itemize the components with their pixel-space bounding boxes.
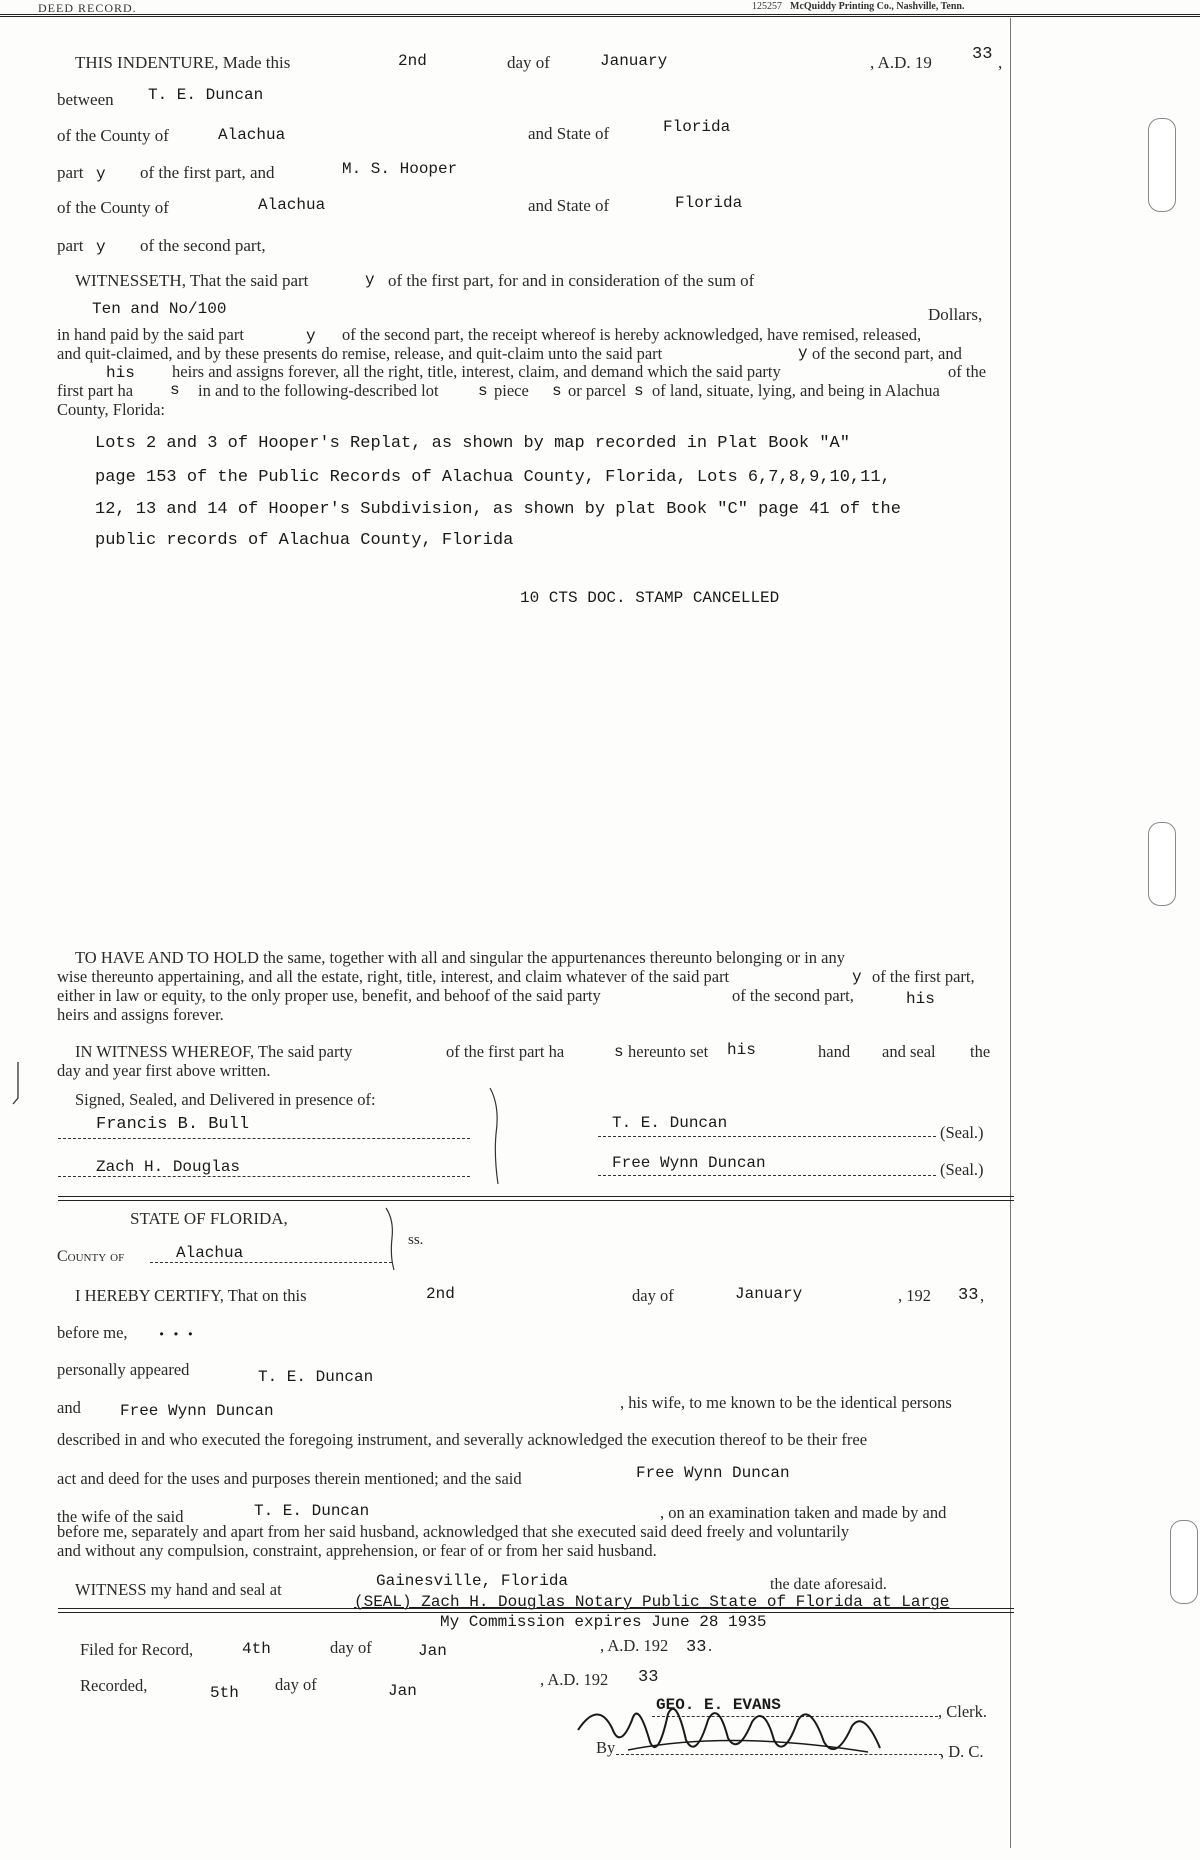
recorded-month: Jan (388, 1682, 417, 1700)
wife-name: Free Wynn Duncan (120, 1402, 274, 1420)
county-label: County of (57, 1248, 125, 1265)
indenture-ad: , A.D. 19 (870, 53, 932, 72)
habendum-line3-b: of the second part, (732, 986, 854, 1005)
appeared-label: personally appeared (57, 1360, 190, 1379)
witnesseth-line3-y: y (306, 327, 316, 345)
clerk-name: GEO. E. EVANS (656, 1696, 781, 1714)
act-deed-text: act and deed for the uses and purposes therein mentioned; and the said (57, 1469, 522, 1488)
grantor-county: Alachua (218, 126, 286, 144)
in-witness-c: hereunto set (628, 1042, 709, 1061)
seal-label-1: (Seal.) (940, 1123, 984, 1142)
header-rule (0, 0, 1200, 17)
witnesseth-line6-s4: s (634, 382, 644, 400)
form-number: 125257 (752, 1, 782, 12)
in-witness-e: and seal (882, 1042, 936, 1061)
by-label: By (596, 1738, 616, 1757)
signer-line-1 (598, 1136, 936, 1137)
stamp-note: 10 CTS DOC. STAMP CANCELLED (520, 589, 780, 607)
first-part-label: of the first part, and (140, 163, 275, 182)
legal-description-line: Lots 2 and 3 of Hooper's Replat, as shown by map recorded in Plat Book "A" (95, 434, 850, 453)
grantor-name: T. E. Duncan (148, 86, 264, 104)
consideration-sum: Ten and No/100 (92, 300, 227, 318)
first-party-y: y (96, 165, 106, 183)
witnesseth-line6-c: piece (494, 381, 529, 400)
witnesseth-line6-s3: s (552, 382, 562, 400)
wife-text: , his wife, to me known to be the identical persons (620, 1393, 952, 1412)
legal-description-line: public records of Alachua County, Florida (95, 531, 514, 550)
witnesseth-line6-d: or parcel (568, 381, 627, 400)
right-margin-line (1010, 18, 1011, 1848)
signature-brace-icon (486, 1086, 506, 1186)
grantee-name: M. S. Hooper (342, 160, 458, 178)
in-witness-line2: day and year first above written. (57, 1061, 271, 1080)
ack-year-prefix: , 192 (898, 1286, 931, 1305)
filed-year: 33 (686, 1638, 707, 1657)
witnesseth-line4-y: y (798, 344, 808, 362)
seal-label-2: (Seal.) (940, 1160, 984, 1179)
recorded-label: Recorded, (80, 1676, 148, 1695)
grantor-state-label: and State of (528, 124, 610, 143)
dollars-label: Dollars, (928, 305, 983, 324)
first-party-label: part (57, 163, 84, 182)
in-witness-s: s (614, 1043, 624, 1061)
appeared-name: T. E. Duncan (258, 1368, 374, 1386)
binder-hole-top (1148, 118, 1176, 212)
binder-hole-bottom (1170, 1520, 1198, 1604)
grantee-state-label: and State of (528, 196, 610, 215)
witnesseth-line6-a: first part ha (57, 381, 134, 400)
habendum-line2-b: of the first part, (872, 967, 975, 986)
habendum-line3-his: his (906, 990, 935, 1008)
margin-checkmark-icon (10, 1060, 30, 1110)
indenture-year: 33 (972, 45, 993, 64)
before-me-value: • • • (158, 1328, 195, 1342)
described-text: described in and who executed the foregoing instrument, and severally acknowledged the execution thereof to be their free (57, 1430, 868, 1449)
wife-name-2: Free Wynn Duncan (636, 1464, 790, 1482)
habendum-line4: heirs and assigns forever. (57, 1005, 224, 1024)
header-title: DEED RECORD. (38, 1, 137, 15)
in-witness-d: hand (818, 1042, 851, 1061)
county-brace-icon (382, 1206, 402, 1272)
witnesseth-line6-e: of land, situate, lying, and being in Alachua (652, 381, 940, 400)
exam-text: , on an examination taken and made by and (660, 1503, 947, 1522)
before-me-apart-text: before me, separately and apart from her said husband, acknowledged that she executed said deed freely and voluntarily (57, 1522, 850, 1541)
in-witness-b: of the first part ha (446, 1042, 565, 1061)
second-party-label: part (57, 236, 84, 255)
between-label: between (57, 90, 114, 109)
legal-description-line: 12, 13 and 14 of Hooper's Subdivision, as shown by plat Book "C" page 41 of the (95, 500, 901, 519)
signed-sealed-delivered: Signed, Sealed, and Delivered in presence of: (75, 1090, 376, 1109)
without-compulsion-text: and without any compulsion, constraint, apprehension, or fear of or from her said husband. (57, 1541, 657, 1560)
witness-line-2 (58, 1176, 470, 1177)
printer-credit: McQuiddy Printing Co., Nashville, Tenn. (790, 1, 965, 12)
filed-day: 4th (242, 1640, 271, 1658)
filed-day-of: day of (330, 1638, 372, 1657)
witness-signature-2: Zach H. Douglas (96, 1158, 241, 1176)
second-part-label: of the second part, (140, 236, 266, 255)
ack-day-of: day of (632, 1286, 674, 1305)
indenture-day: 2nd (398, 52, 427, 70)
clerk-label: , Clerk. (938, 1702, 988, 1721)
grantor-signature-1: T. E. Duncan (612, 1114, 728, 1132)
state-heading: STATE OF FLORIDA, (130, 1209, 288, 1228)
indenture-month: January (600, 52, 668, 70)
and-label: and (57, 1398, 81, 1417)
filed-month: Jan (418, 1642, 447, 1660)
county-underline (150, 1262, 392, 1263)
witnesseth-line5-his: his (106, 364, 135, 382)
ack-year: 33 (958, 1286, 979, 1305)
habendum-line2-y: y (852, 968, 862, 986)
grantee-state: Florida (675, 194, 743, 212)
habendum-line3-a: either in law or equity, to the only proper use, benefit, and behoof of the said party (57, 986, 601, 1005)
grantor-county-label: of the County of (57, 126, 169, 145)
ack-year-suffix: , (980, 1286, 985, 1305)
indenture-year-suffix: , (998, 53, 1003, 72)
filed-suffix: . (708, 1636, 713, 1655)
grantor-state: Florida (663, 118, 731, 136)
acknowledgment-county: Alachua (176, 1244, 244, 1262)
witness-line-1 (58, 1138, 470, 1139)
witnesseth-line3-a: in hand paid by the said part (57, 325, 244, 344)
witnesseth-line4-a: and quit-claimed, and by these presents do remise, release, and quit-claim unto the said part (57, 344, 663, 363)
signer-line-2 (598, 1175, 936, 1176)
legal-description-line: page 153 of the Public Records of Alachua County, Florida, Lots 6,7,8,9,10,11, (95, 468, 891, 487)
grantee-county-label: of the County of (57, 198, 169, 217)
second-party-y: y (96, 238, 106, 256)
recorded-day: 5th (210, 1684, 239, 1702)
wife-of-label: the wife of the said (57, 1507, 184, 1526)
ack-month: January (735, 1285, 803, 1303)
in-witness-a: IN WITNESS WHEREOF, The said party (75, 1042, 353, 1061)
witnesseth-line6-s1: s (170, 381, 180, 399)
ss-label: ss. (408, 1232, 424, 1248)
grantee-county: Alachua (258, 196, 326, 214)
section-divider (58, 1196, 1014, 1201)
in-witness-his: his (727, 1041, 756, 1059)
deputy-clerk-signature-icon (568, 1690, 898, 1780)
witnesseth-line6-s2: s (478, 382, 488, 400)
habendum-line2-a: wise thereunto appertaining, and all the estate, right, title, interest, and claim whatever of the said part (57, 967, 730, 986)
dc-label: , D. C. (940, 1742, 984, 1761)
witnesseth-line6-b: in and to the following-described lot (198, 381, 439, 400)
witnesseth-y: y (365, 271, 375, 289)
habendum-line1: TO HAVE AND TO HOLD the same, together with all and singular the appurtenances thereunto belonging or in any (75, 948, 845, 967)
witnesseth-line4-b: of the second part, and (812, 344, 962, 363)
in-witness-f: the (970, 1042, 991, 1061)
notary-commission: My Commission expires June 28 1935 (440, 1613, 767, 1631)
recorded-ad: , A.D. 192 (540, 1670, 609, 1689)
witnesseth-a: WITNESSETH, That the said part (75, 271, 309, 290)
witnesseth-line5-a: heirs and assigns forever, all the right, title, interest, claim, and demand which the said party (172, 362, 781, 381)
witness-signature-1: Francis B. Bull (96, 1115, 250, 1134)
certify-text: I HEREBY CERTIFY, That on this (75, 1286, 307, 1305)
before-me-label: before me, (57, 1323, 128, 1342)
date-aforesaid: the date aforesaid. (770, 1576, 887, 1593)
binder-hole-middle (1148, 822, 1176, 906)
witness-hand-label: WITNESS my hand and seal at (75, 1580, 282, 1599)
recorded-year: 33 (638, 1668, 659, 1687)
notary-line: (SEAL) Zach H. Douglas Notary Public State of Florida at Large (354, 1593, 950, 1611)
witnesseth-line7: County, Florida: (57, 400, 166, 419)
indenture-intro: THIS INDENTURE, Made this (75, 53, 291, 72)
notary-place: Gainesville, Florida (376, 1572, 569, 1590)
grantor-signature-2: Free Wynn Duncan (612, 1154, 766, 1172)
ack-day: 2nd (426, 1285, 455, 1303)
indenture-day-of: day of (507, 53, 550, 72)
filed-ad: , A.D. 192 (600, 1636, 669, 1655)
witnesseth-line3-b: of the second part, the receipt whereof is hereby acknowledged, have remised, released, (342, 325, 922, 344)
filed-label: Filed for Record, (80, 1640, 194, 1659)
witnesseth-line5-b: of the (948, 362, 987, 381)
husband-name: T. E. Duncan (254, 1502, 370, 1520)
witnesseth-b: of the first part, for and in consideration of the sum of (388, 271, 755, 290)
recorded-day-of: day of (275, 1675, 317, 1694)
